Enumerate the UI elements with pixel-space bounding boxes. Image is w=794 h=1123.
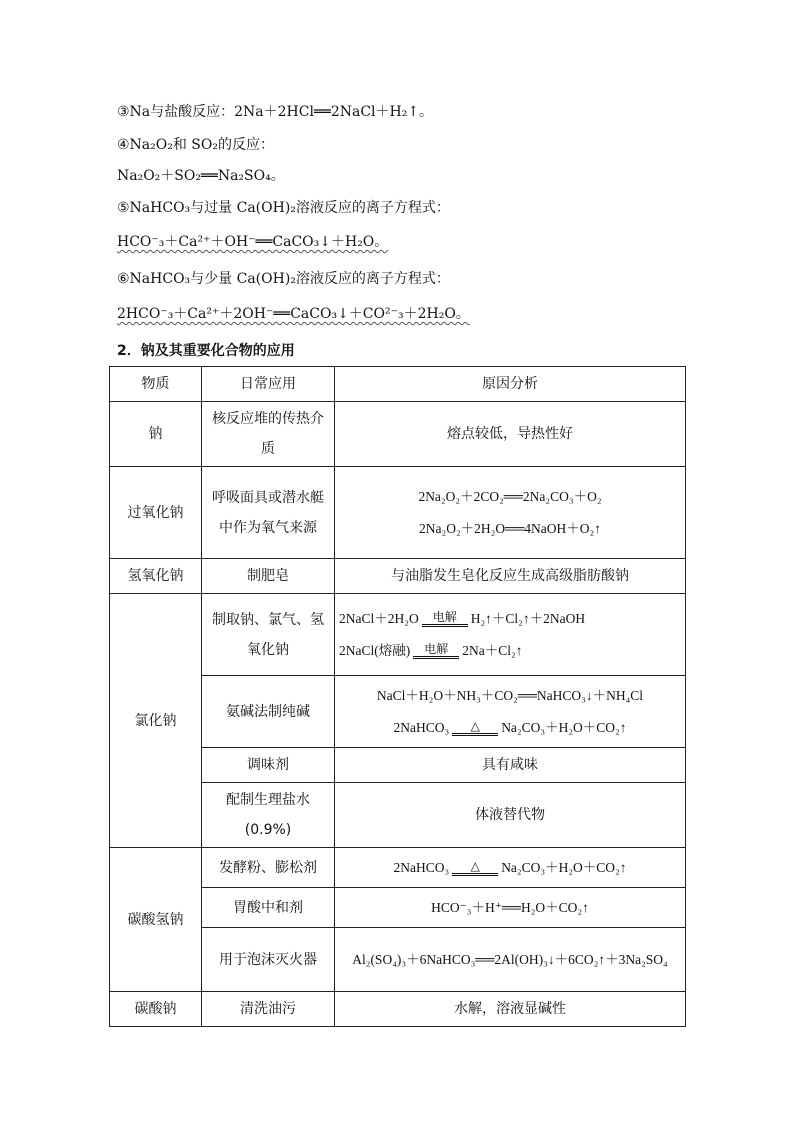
header-use: 日常应用 <box>202 367 335 402</box>
equation: 2Na₂O₂＋2H₂O══4NaOH＋O₂↑ <box>419 520 601 536</box>
equation <box>339 852 681 884</box>
use-cell: 清洗油污 <box>202 992 335 1027</box>
reason-cell <box>335 594 686 676</box>
use-cell: 胃酸中和剂 <box>202 888 335 928</box>
applications-table <box>109 366 686 1027</box>
equation-line-5-title: ⑤NaHCO₃与过量 Ca(OH)₂溶液反应的离子方程式： <box>117 200 450 216</box>
header-substance: 物质 <box>110 367 202 402</box>
table-header-row <box>110 367 686 402</box>
table-row <box>110 594 686 676</box>
eq-right: H₂↑＋Cl₂↑＋2NaOH <box>470 610 586 626</box>
reason-cell: Al₂(SO₄)₃＋6NaHCO₃══2Al(OH)₃↓＋6CO₂↑＋3Na₂SO₄ <box>335 928 686 992</box>
equals-bar <box>413 656 459 659</box>
substance-cell: 碳酸钠 <box>110 992 202 1027</box>
condition-label: 电解 <box>432 610 457 625</box>
table-row <box>110 848 686 888</box>
eq-right: 2Na＋Cl₂↑ <box>462 642 523 658</box>
reason-cell: 水解，溶液显碱性 <box>335 992 686 1027</box>
substance-cell: 钠 <box>110 402 202 467</box>
equation: NaCl＋H₂O＋NH₃＋CO₂══NaHCO₃↓＋NH₄Cl <box>376 687 644 703</box>
use-cell: 呼吸面具或潜水艇中作为氧气来源 <box>202 467 335 559</box>
condition-arrow <box>452 720 498 736</box>
eq-right: Na₂CO₃＋H₂O＋CO₂↑ <box>501 719 627 735</box>
condition-label: △ <box>470 859 480 874</box>
reason-cell: 与油脂发生皂化反应生成高级脂肪酸钠 <box>335 559 686 594</box>
equation-line-6: 2HCO⁻₃＋Ca²⁺＋2OH⁻══CaCO₃↓＋CO²⁻₃＋2H₂O。 <box>117 306 470 322</box>
eq-left: 2NaHCO₃ <box>393 859 450 875</box>
table-row <box>110 559 686 594</box>
equation <box>339 603 681 635</box>
condition-arrow <box>422 611 468 627</box>
use-cell: 配制生理盐水(0.9%) <box>202 783 335 848</box>
reason-cell <box>335 676 686 748</box>
use-cell: 调味剂 <box>202 748 335 783</box>
eq-left: 2NaCl＋2H₂O <box>339 610 419 626</box>
use-cell: 制取钠、氯气、氢氧化钠 <box>202 594 335 676</box>
eq-right: Na₂CO₃＋H₂O＋CO₂↑ <box>501 859 627 875</box>
table-row <box>110 467 686 559</box>
reason-cell: 具有咸味 <box>335 748 686 783</box>
equation-line-3: ③Na与盐酸反应：2Na＋2HCl══2NaCl＋H₂↑。 <box>117 104 434 120</box>
header-reason: 原因分析 <box>335 367 686 402</box>
reason-cell <box>335 848 686 888</box>
use-cell: 发酵粉、膨松剂 <box>202 848 335 888</box>
reason-cell: HCO⁻₃＋H⁺══H₂O＋CO₂↑ <box>335 888 686 928</box>
table-row <box>110 402 686 467</box>
reason-cell: 体液替代物 <box>335 783 686 848</box>
substance-cell: 氯化钠 <box>110 594 202 848</box>
condition-arrow <box>413 643 459 659</box>
use-cell: 氨碱法制纯碱 <box>202 676 335 748</box>
equation-line-6-title: ⑥NaHCO₃与少量 Ca(OH)₂溶液反应的离子方程式： <box>117 271 450 287</box>
use-cell: 用于泡沫灭火器 <box>202 928 335 992</box>
reason-cell: 熔点较低，导热性好 <box>335 402 686 467</box>
section-title: 2．钠及其重要化合物的应用 <box>117 343 295 359</box>
use-cell: 制肥皂 <box>202 559 335 594</box>
equation <box>339 635 681 667</box>
condition-label: 电解 <box>424 642 449 657</box>
table-row <box>110 992 686 1027</box>
equation-line-4: Na₂O₂＋SO₂══Na₂SO₄。 <box>117 168 285 184</box>
equals-bar <box>452 873 498 876</box>
eq-left: 2NaHCO₃ <box>393 719 450 735</box>
equals-bar <box>452 733 498 736</box>
reason-cell <box>335 467 686 559</box>
equation <box>339 712 681 744</box>
condition-arrow <box>452 860 498 876</box>
substance-cell: 过氧化钠 <box>110 467 202 559</box>
equation: 2Na₂O₂＋2CO₂══2Na₂CO₃＋O₂ <box>418 488 602 504</box>
equation-line-5: HCO⁻₃＋Ca²⁺＋OH⁻══CaCO₃↓＋H₂O。 <box>117 234 389 250</box>
equation-line-4-title: ④Na₂O₂和 SO₂的反应： <box>117 137 274 153</box>
substance-cell: 氢氧化钠 <box>110 559 202 594</box>
eq-left: 2NaCl(熔融) <box>339 642 411 658</box>
condition-label: △ <box>470 719 480 734</box>
substance-cell: 碳酸氢钠 <box>110 848 202 992</box>
equals-bar <box>422 624 468 627</box>
use-cell: 核反应堆的传热介质 <box>202 402 335 467</box>
